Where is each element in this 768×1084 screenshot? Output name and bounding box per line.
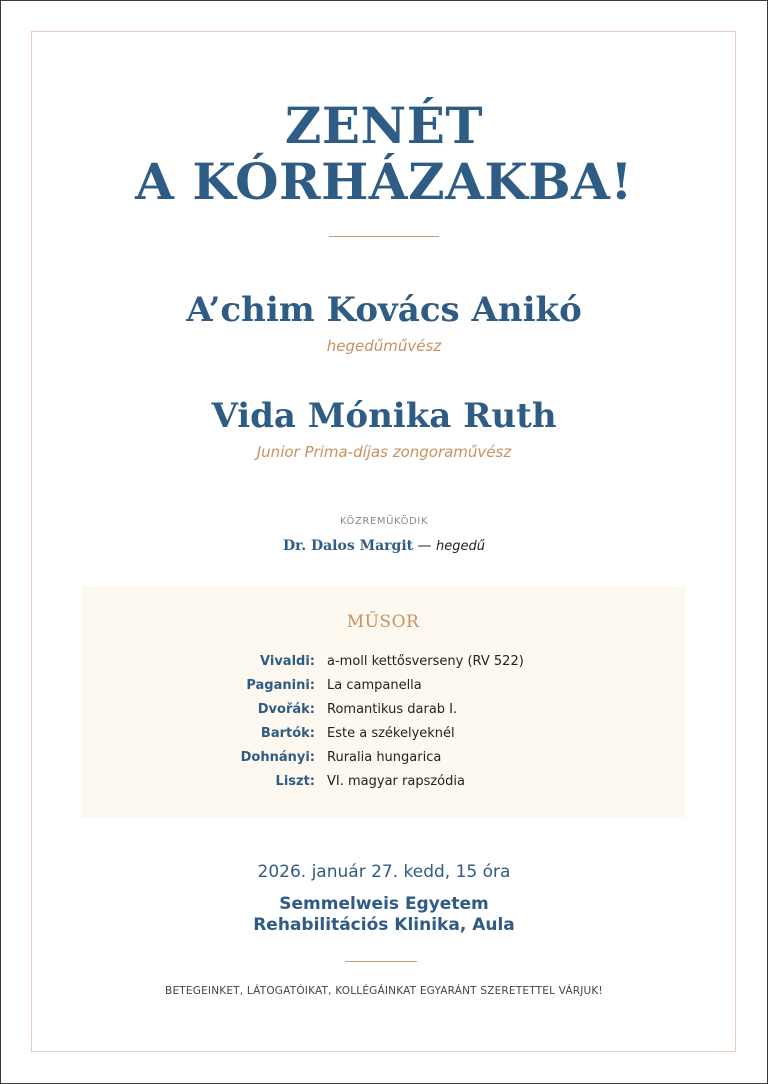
poster-title xyxy=(0,98,768,210)
artist-1-name: A’chim Kovács Anikó xyxy=(186,290,582,330)
program-item xyxy=(81,722,685,746)
program-item xyxy=(81,770,685,794)
venue-line-2: Rehabilitációs Klinika, Aula xyxy=(253,915,515,935)
venue-line-1: Semmelweis Egyetem xyxy=(279,894,489,914)
program-title: MŰSOR xyxy=(346,612,420,632)
venue-divider xyxy=(345,961,417,962)
program-composer: Paganini: xyxy=(246,678,315,693)
contributor-name: Dr. Dalos Margit xyxy=(282,538,414,554)
program-list xyxy=(81,650,685,794)
program-piece: Ruralia hungarica xyxy=(327,750,442,765)
artist-2-name: Vida Mónika Ruth xyxy=(211,396,557,436)
program-piece: Romantikus darab I. xyxy=(327,702,458,717)
contributor-label: KÖZREMŰKÖDIK xyxy=(339,516,429,527)
program-item xyxy=(81,674,685,698)
program-composer: Dohnányi: xyxy=(240,750,315,765)
program-item xyxy=(81,650,685,674)
program-box xyxy=(81,586,685,818)
contributor-separator: — xyxy=(413,538,437,554)
program-piece: Este a székelyeknél xyxy=(327,726,455,741)
artist-1-role: hegedűművész xyxy=(326,337,442,355)
artist-2-role: Junior Prima-díjas zongoraművész xyxy=(256,443,512,461)
program-item xyxy=(81,698,685,722)
contributor-line xyxy=(0,536,768,557)
program-composer: Dvořák: xyxy=(257,702,315,717)
event-date: 2026. január 27. kedd, 15 óra xyxy=(257,862,511,882)
title-line-1: ZENÉT xyxy=(284,96,484,155)
program-piece: VI. magyar rapszódia xyxy=(327,774,465,789)
program-piece: La campanella xyxy=(327,678,422,693)
program-composer: Bartók: xyxy=(260,726,315,741)
invitation-text: BETEGEINKET, LÁTOGATÓIKAT, KOLLÉGÁINKAT EGYARÁNT SZERETETTEL VÁRJUK! xyxy=(165,985,603,997)
program-composer: Vivaldi: xyxy=(260,654,315,669)
title-line-2: A KÓRHÁZAKBA! xyxy=(135,152,633,211)
program-composer: Liszt: xyxy=(275,774,315,789)
contributor-role: hegedű xyxy=(436,539,485,554)
program-item xyxy=(81,746,685,770)
title-divider xyxy=(329,236,439,237)
program-piece: a-moll kettősverseny (RV 522) xyxy=(327,654,524,669)
